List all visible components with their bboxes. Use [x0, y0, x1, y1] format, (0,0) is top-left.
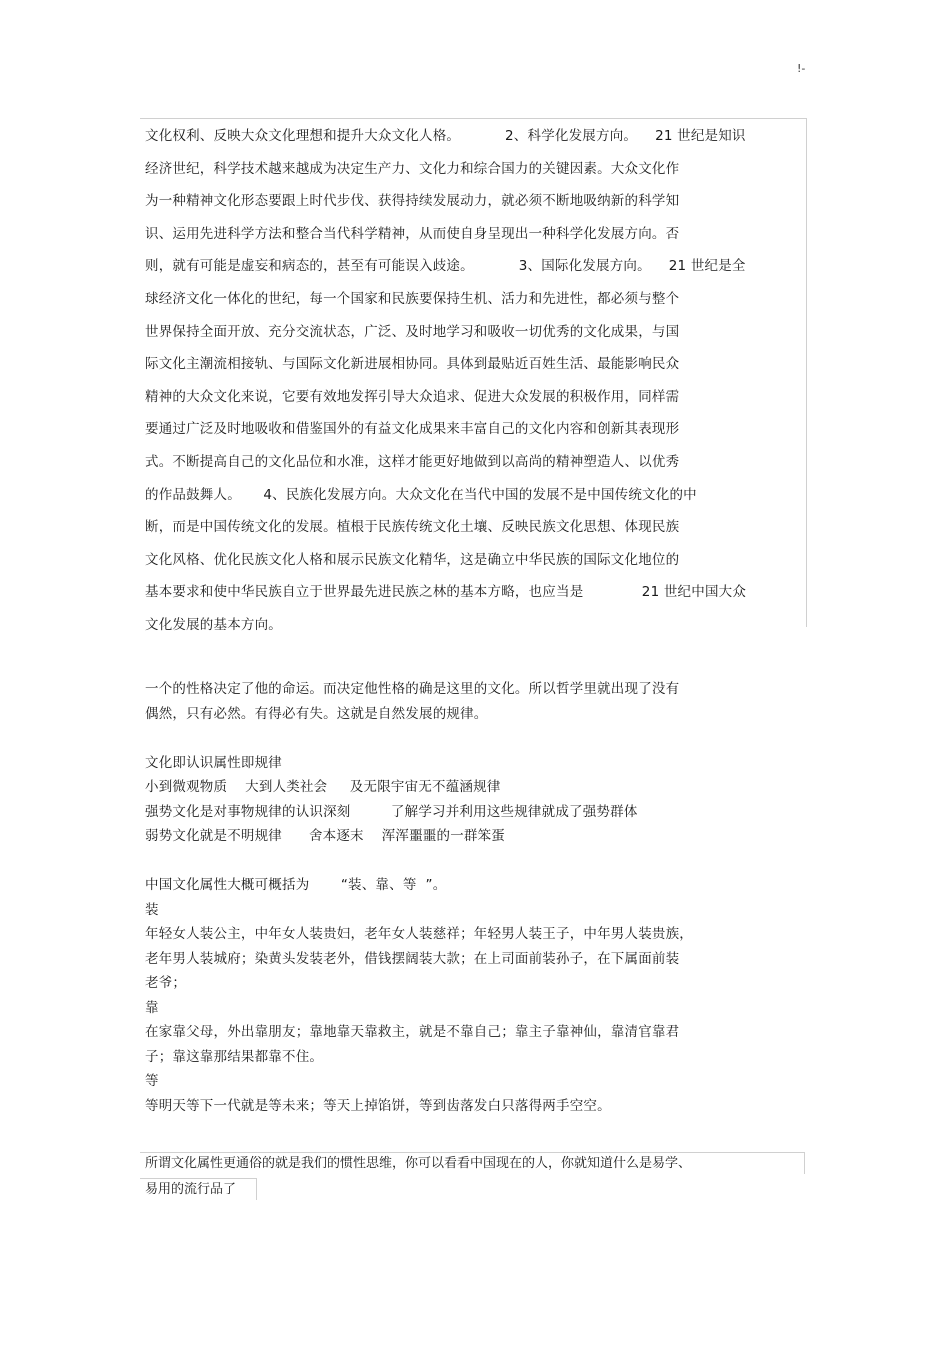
page-mark: !-: [797, 62, 806, 75]
text-line: 式。不断提高自己的文化品位和水准，这样才能更好地做到以高尚的精神塑造人、以优秀: [145, 454, 680, 470]
text-line: 偶然，只有必然。有得必有失。这就是自然发展的规律。: [145, 705, 488, 722]
text-line: 文化即认识属性即规律: [145, 754, 282, 771]
text-line: 老年男人装城府；染黄头发装老外，借钱摆阔装大款；在上司面前装孙子，在下属面前装: [145, 950, 680, 967]
text-line: 世界保持全面开放、充分交流状态，广泛、及时地学习和吸收一切优秀的文化成果，与国: [145, 323, 680, 340]
text-line: 的作品鼓舞人。 4、民族化发展方向。大众文化在当代中国的发展不是中国传统文化的中: [145, 486, 697, 503]
text-line: 经济世纪，科学技术越来越成为决定生产力、文化力和综合国力的关键因素。大众文化作: [145, 160, 680, 177]
text-line: 基本要求和使中华民族自立于世界最先进民族之林的基本方略，也应当是 21 世纪中国大众: [145, 584, 747, 601]
text-line: 为一种精神文化形态要跟上时代步伐、获得持续发展动力，就必须不断地吸纳新的科学知: [145, 193, 680, 210]
text-line: 断，而是中国传统文化的发展。植根于民族传统文化土壤、反映民族文化思想、体现民族: [145, 519, 680, 536]
text-line: 际文化主潮流相接轨、与国际文化新进展相协同。具体到最贴近百姓生活、最能影响民众: [145, 356, 680, 373]
text-line: 文化权利、反映大众文化理想和提升大众文化人格。 2、科学化发展方向。 21 世纪是知识: [145, 128, 746, 144]
text-line: 等明天等下一代就是等未来；等天上掉馅饼，等到齿落发白只落得两手空空。: [145, 1097, 611, 1114]
text-line: 弱势文化就是不明规律 舍本逐末 浑浑噩噩的一群笨蛋: [145, 828, 506, 844]
text-line: 靠: [145, 999, 159, 1016]
text-line: 识、运用先进科学方法和整合当代科学精神，从而使自身呈现出一种科学化发展方向。否: [145, 225, 680, 242]
text-line: 一个的性格决定了他的命运。而决定他性格的确是这里的文化。所以哲学里就出现了没有: [145, 681, 680, 697]
text-line: 强势文化是对事物规律的认识深刻 了解学习并利用这些规律就成了强势群体: [145, 803, 638, 820]
text-line: 中国文化属性大概可概括为 “装、靠、等 ”。: [145, 877, 447, 893]
text-line: 老爷；: [145, 975, 187, 991]
text-line: 子；靠这靠那结果都靠不住。: [145, 1048, 324, 1065]
text-line: 所谓文化属性更通俗的就是我们的惯性思维，你可以看看中国现在的人，你就知道什么是易学、: [145, 1156, 692, 1171]
text-line: 球经济文化一体化的世纪，每一个国家和民族要保持生机、活力和先进性，都必须与整个: [145, 291, 680, 307]
text-line: 易用的流行品了: [145, 1182, 237, 1197]
text-line: 要通过广泛及时地吸收和借鉴国外的有益文化成果来丰富自己的文化内容和创新其表现形: [145, 421, 680, 438]
text-line: 装: [145, 901, 159, 918]
text-line: 则，就有可能是虚妄和病态的，甚至有可能误入歧途。 3、国际化发展方向。 21 世纪是全: [145, 258, 746, 275]
text-line: 在家靠父母，外出靠朋友；靠地靠天靠救主，就是不靠自己；靠主子靠神仙，靠清官靠君: [145, 1024, 680, 1040]
text-line: 等: [145, 1073, 159, 1089]
text-line: 文化风格、优化民族文化人格和展示民族文化精华，这是确立中华民族的国际文化地位的: [145, 551, 680, 568]
text-line: 文化发展的基本方向。: [145, 617, 282, 633]
text-line: 精神的大众文化来说，它要有效地发挥引导大众追求、促进大众发展的积极作用，同样需: [145, 388, 680, 405]
text-line: 小到微观物质 大到人类社会 及无限宇宙无不蕴涵规律: [145, 779, 501, 795]
text-line: 年轻女人装公主，中年女人装贵妇，老年女人装慈祥；年轻男人装王子，中年男人装贵族，: [145, 926, 693, 942]
